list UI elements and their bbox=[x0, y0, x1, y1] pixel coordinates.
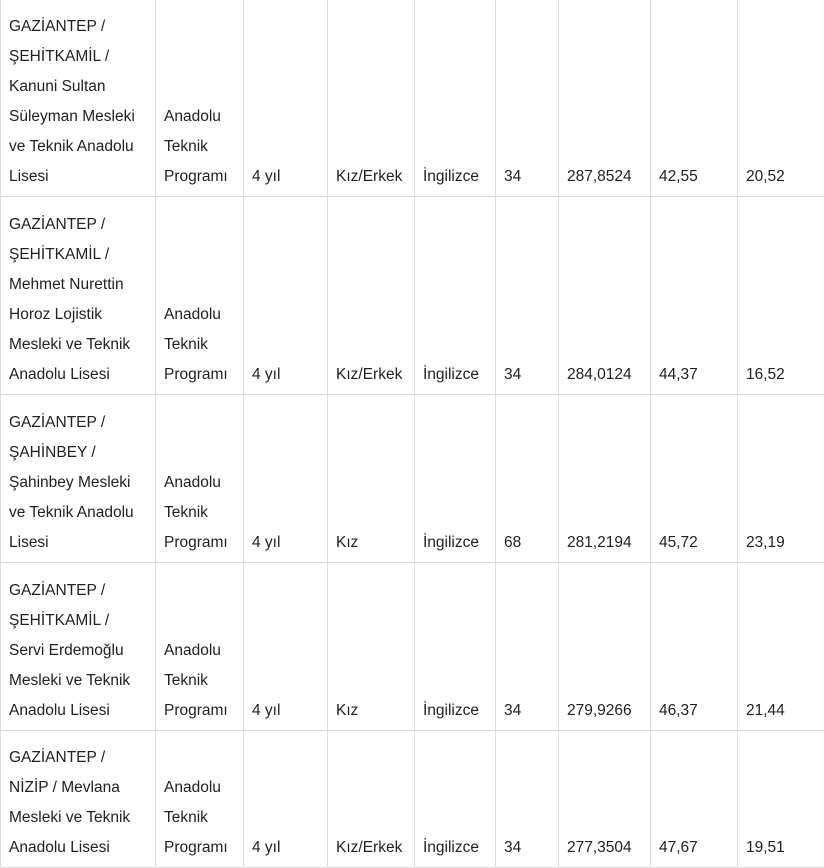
score-cell: 287,8524 bbox=[559, 0, 651, 197]
quota-cell: 68 bbox=[496, 395, 559, 563]
duration-cell: 4 yıl bbox=[244, 395, 328, 563]
gender-cell: Kız/Erkek bbox=[328, 0, 415, 197]
school-name-cell: GAZİANTEP / ŞEHİTKAMİL / Servi Erdemoğlu Mesleki ve Teknik Anadolu Lisesi bbox=[1, 563, 156, 731]
percentile-cell: 46,37 bbox=[651, 563, 738, 731]
school-name-cell: GAZİANTEP / NİZİP / Mevlana Mesleki ve Teknik Anadolu Lisesi bbox=[1, 731, 156, 868]
duration-cell: 4 yıl bbox=[244, 563, 328, 731]
score-cell: 279,9266 bbox=[559, 563, 651, 731]
gender-cell: Kız bbox=[328, 395, 415, 563]
language-cell: İngilizce bbox=[415, 197, 496, 395]
last-value-cell: 20,52 bbox=[738, 0, 824, 197]
language-cell: İngilizce bbox=[415, 731, 496, 868]
school-name-cell: GAZİANTEP / ŞAHİNBEY / Şahinbey Mesleki ve Teknik Anadolu Lisesi bbox=[1, 395, 156, 563]
last-value-cell: 19,51 bbox=[738, 731, 824, 868]
language-cell: İngilizce bbox=[415, 563, 496, 731]
program-cell: Anadolu Teknik Programı bbox=[156, 0, 244, 197]
last-value-cell: 21,44 bbox=[738, 563, 824, 731]
duration-cell: 4 yıl bbox=[244, 731, 328, 868]
percentile-cell: 42,55 bbox=[651, 0, 738, 197]
quota-cell: 34 bbox=[496, 197, 559, 395]
duration-cell: 4 yıl bbox=[244, 0, 328, 197]
program-cell: Anadolu Teknik Programı bbox=[156, 395, 244, 563]
percentile-cell: 44,37 bbox=[651, 197, 738, 395]
quota-cell: 34 bbox=[496, 731, 559, 868]
language-cell: İngilizce bbox=[415, 0, 496, 197]
score-cell: 284,0124 bbox=[559, 197, 651, 395]
school-name-cell: GAZİANTEP / ŞEHİTKAMİL / Kanuni Sultan Süleyman Mesleki ve Teknik Anadolu Lisesi bbox=[1, 0, 156, 197]
gender-cell: Kız/Erkek bbox=[328, 731, 415, 868]
table-row bbox=[1, 0, 824, 197]
table-row bbox=[1, 395, 824, 563]
percentile-cell: 47,67 bbox=[651, 731, 738, 868]
gender-cell: Kız bbox=[328, 563, 415, 731]
language-cell: İngilizce bbox=[415, 395, 496, 563]
school-name-cell: GAZİANTEP / ŞEHİTKAMİL / Mehmet Nurettin Horoz Lojistik Mesleki ve Teknik Anadolu Lisesi bbox=[1, 197, 156, 395]
table-row bbox=[1, 197, 824, 395]
quota-cell: 34 bbox=[496, 0, 559, 197]
last-value-cell: 16,52 bbox=[738, 197, 824, 395]
quota-cell: 34 bbox=[496, 563, 559, 731]
score-cell: 277,3504 bbox=[559, 731, 651, 868]
last-value-cell: 23,19 bbox=[738, 395, 824, 563]
program-cell: Anadolu Teknik Programı bbox=[156, 197, 244, 395]
program-cell: Anadolu Teknik Programı bbox=[156, 563, 244, 731]
table-row bbox=[1, 731, 824, 868]
score-cell: 281,2194 bbox=[559, 395, 651, 563]
program-cell: Anadolu Teknik Programı bbox=[156, 731, 244, 868]
percentile-cell: 45,72 bbox=[651, 395, 738, 563]
duration-cell: 4 yıl bbox=[244, 197, 328, 395]
gender-cell: Kız/Erkek bbox=[328, 197, 415, 395]
table-row bbox=[1, 563, 824, 731]
